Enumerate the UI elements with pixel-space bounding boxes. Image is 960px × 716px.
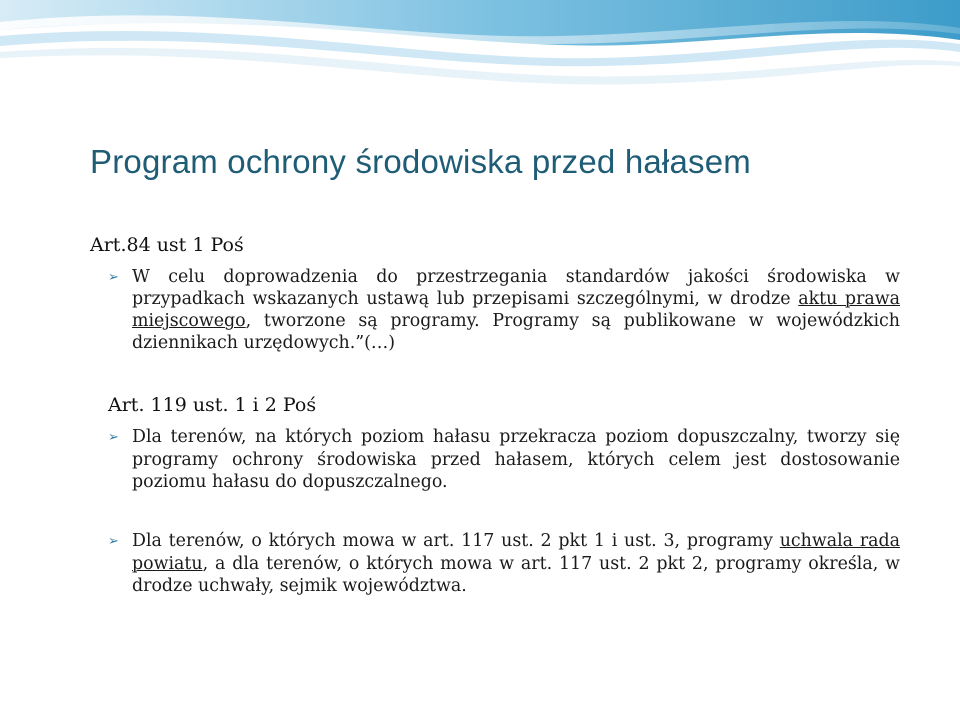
underlined-phrase: aktu prawa miejscowego: [132, 289, 900, 331]
bullet-item-art84: [108, 266, 900, 354]
section-heading-art84: Art.84 ust 1 Poś: [90, 234, 244, 256]
bullet-text: Dla terenów, o których mowa w art. 117 ust. 2 pkt 1 i ust. 3, programy uchwala rada powiatu, a dla terenów, o których mowa w art. 117 ust. 2 pkt 2, programy określa, w drodze uchwały, sejmik województwa.: [132, 531, 900, 596]
bullet-item-art119-1: [108, 426, 900, 494]
section-heading-art119: Art. 119 ust. 1 i 2 Poś: [108, 394, 317, 416]
arrowhead-bullet-icon: ➢: [108, 430, 119, 445]
underlined-phrase: uchwala rada powiatu: [132, 531, 900, 574]
arrowhead-bullet-icon: ➢: [108, 534, 119, 549]
bullet-text: W celu doprowadzenia do przestrzegania standardów jakości środowiska w przypadkach wskazanych ustawą lub przepisami szczególnymi, w drodze aktu prawa miejscowego, tworzone są programy. Programy są publikowane w wojewódzkich dziennikach urzędowych.”(…): [132, 267, 900, 353]
header-wave-decoration: [0, 0, 960, 110]
arrowhead-bullet-icon: ➢: [108, 270, 119, 285]
bullet-item-art119-2: [108, 530, 900, 598]
slide-title: Program ochrony środowiska przed hałasem: [90, 143, 751, 180]
bullet-text: Dla terenów, na których poziom hałasu przekracza poziom dopuszczalny, tworzy się programy ochrony środowiska przed hałasem, których celem jest dostosowanie poziomu hałasu do dopuszczalnego.: [132, 427, 900, 492]
